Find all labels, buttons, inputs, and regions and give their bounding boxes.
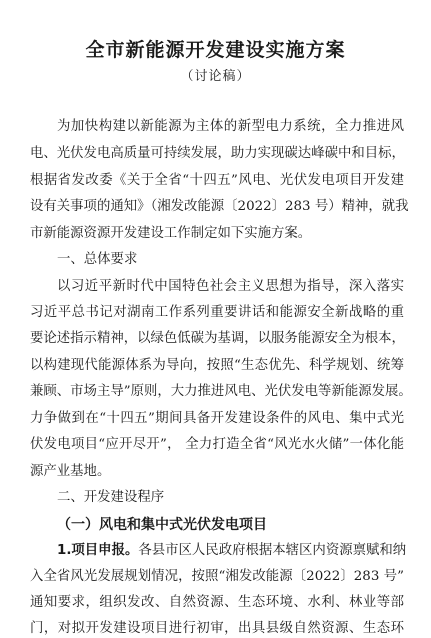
intro-line-1: 为加快构建以新能源为主体的新型电力系统，全力推进风 bbox=[57, 119, 404, 134]
section1-line-2: 习近平总书记对湖南工作系列重要讲话和能源安全新战略的重 bbox=[30, 305, 404, 320]
section1-line-5: 兼顾、市场主导”原则，大力推进风电、光伏发电等新能源发展。 bbox=[30, 384, 412, 399]
section1-line-1: 以习近平新时代中国特色社会主义思想为指导，深入落实 bbox=[57, 279, 404, 294]
document-subtitle: （讨论稿） bbox=[180, 69, 251, 84]
section1-line-8: 源产业基地。 bbox=[30, 464, 111, 479]
intro-line-5: 市新能源资源开发建设工作制定如下实施方案。 bbox=[30, 226, 312, 241]
item1-label: 1.项目申报。 bbox=[57, 543, 139, 558]
section-heading-general-requirements: 一、总体要求 bbox=[57, 252, 138, 267]
intro-line-3: 根据省发改委《关于全省“十四五”风电、光伏发电项目开发建 bbox=[30, 173, 404, 188]
subsection-heading-wind-solar: （一）风电和集中式光伏发电项目 bbox=[57, 517, 267, 533]
item1-line-3: 通知要求，组织发改、自然资源、生态环境、水利、林业等部 bbox=[30, 595, 404, 610]
section1-line-6: 力争做到在“十四五”期间具备开发建设条件的风电、集中式光 bbox=[30, 411, 404, 426]
intro-line-4: 设有关事项的通知》（湘发改能源〔2022〕283 号）精神，就我 bbox=[30, 199, 409, 214]
intro-line-2: 电、光伏发电高质量可持续发展，助力实现碳达峰碳中和目标， bbox=[30, 146, 405, 161]
item1-first-rest: 各县市区人民政府根据本辖区内资源禀赋和纳 bbox=[138, 543, 407, 558]
section1-line-3: 要论述指示精神，以绿色低碳为基调，以服务能源安全为根本， bbox=[30, 331, 405, 346]
section-heading-development-procedure: 二、开发建设程序 bbox=[57, 490, 165, 505]
section1-line-4: 以构建现代能源体系为导向，按照“生态优先、科学规划、统筹 bbox=[30, 358, 404, 373]
document-title: 全市新能源开发建设实施方案 bbox=[85, 39, 346, 61]
item1-line-4: 门，对拟开发建设项目进行初审，出具县级自然资源、生态环 bbox=[30, 621, 404, 636]
item1-line-2: 入全省风光发展规划情况，按照“湘发改能源〔2022〕283 号” bbox=[30, 569, 404, 584]
item1-first-line bbox=[57, 542, 407, 560]
section1-line-7: 伏发电项目“应开尽开”， 全力打造全省“风光水火储”一体化能 bbox=[30, 437, 404, 452]
